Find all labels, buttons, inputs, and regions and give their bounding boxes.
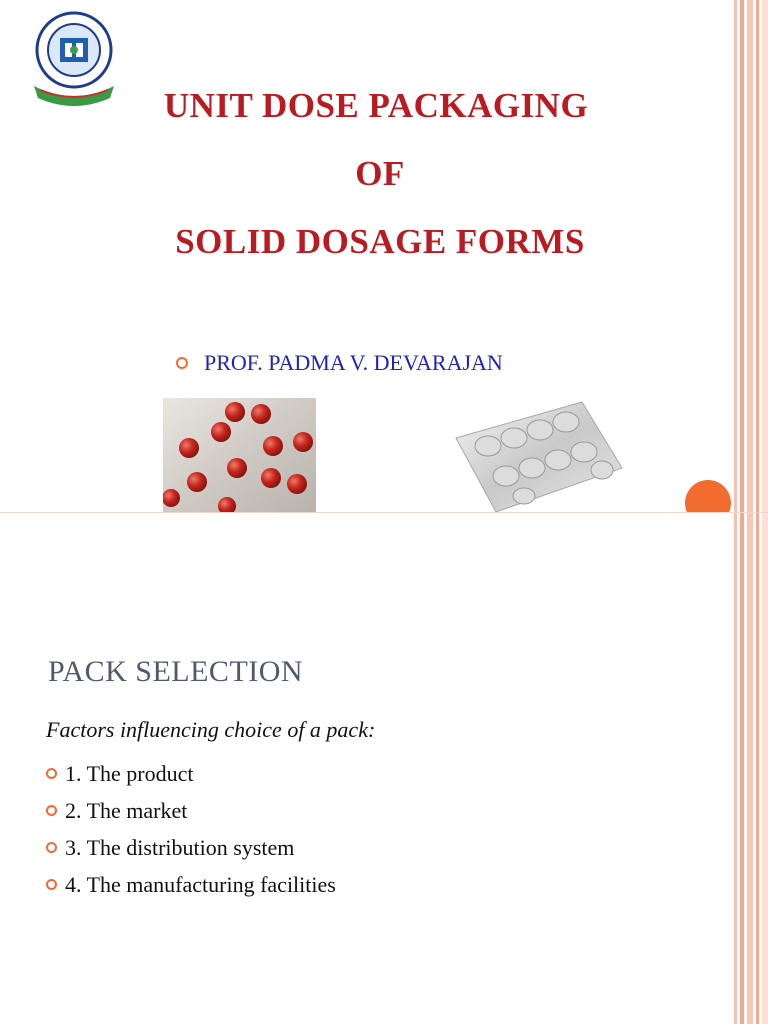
- bullet-icon: [176, 357, 188, 369]
- bullet-icon: [46, 805, 57, 816]
- silver-blister-pack-image: [452, 398, 624, 512]
- decorative-stripes: [734, 513, 768, 1024]
- author-line: [176, 350, 503, 376]
- title-line-3: SOLID DOSAGE FORMS: [175, 222, 585, 261]
- list-item-text: 3. The distribution system: [65, 834, 295, 860]
- list-item: [46, 792, 336, 829]
- list-item: [46, 829, 336, 866]
- intro-text: Factors influencing choice of a pack:: [46, 717, 376, 742]
- bullet-icon: [46, 768, 57, 779]
- author-name: PROF. PADMA V. DEVARAJAN: [204, 350, 503, 375]
- factor-list: [46, 755, 336, 903]
- list-item-text: 2. The market: [65, 797, 188, 823]
- title-line-1: UNIT DOSE PACKAGING: [163, 86, 589, 125]
- list-item: [46, 866, 336, 903]
- list-item-text: 1. The product: [65, 760, 194, 786]
- accent-circle: [685, 480, 731, 512]
- list-item-text: 4. The manufacturing facilities: [65, 871, 336, 897]
- slide-pack-selection: [0, 512, 768, 1024]
- list-item: [46, 755, 336, 792]
- bullet-icon: [46, 842, 57, 853]
- title-line-2: OF: [355, 154, 405, 193]
- slide-heading: PACK SELECTION: [48, 655, 304, 688]
- red-tablet-blister-image: [163, 398, 316, 512]
- bullet-icon: [46, 879, 57, 890]
- decorative-stripes: [734, 0, 768, 512]
